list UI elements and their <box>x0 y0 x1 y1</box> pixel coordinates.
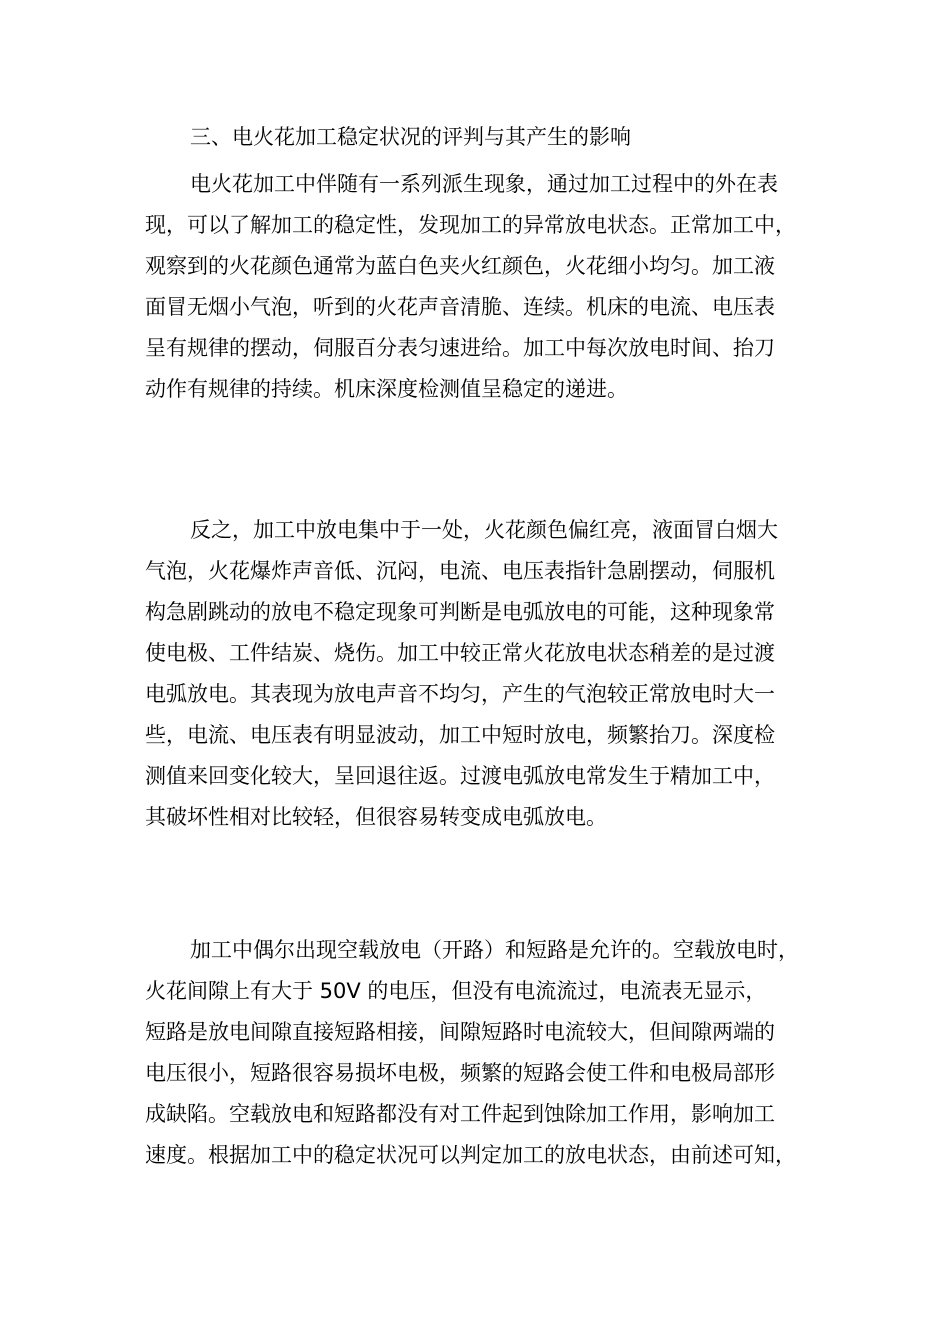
paragraph-line: 火花间隙上有大于 50V 的电压，但没有电流流过，电流表无显示， <box>145 979 767 1003</box>
paragraph-line: 面冒无烟小气泡，听到的火花声音清脆、连续。机床的电流、电压表 <box>145 295 775 319</box>
paragraph-line: 短路是放电间隙直接短路相接，间隙短路时电流较大，但间隙两端的 <box>145 1020 775 1044</box>
paragraph-line: 其破坏性相对比较轻，但很容易转变成电弧放电。 <box>145 805 607 829</box>
paragraph-line: 电弧放电。其表现为放电声音不均匀，产生的气泡较正常放电时大一 <box>145 682 775 706</box>
paragraph-line: 气泡，火花爆炸声音低、沉闷，电流、电压表指针急剧摆动，伺服机 <box>145 559 775 583</box>
paragraph-normal-discharge <box>145 164 810 410</box>
paragraph-arc-discharge <box>145 510 810 838</box>
paragraph-line: 呈有规律的摆动，伺服百分表匀速进给。加工中每次放电时间、抬刀 <box>145 336 775 360</box>
paragraph-line: 加工中偶尔出现空载放电（开路）和短路是允许的。空载放电时， <box>190 938 799 962</box>
paragraph-line: 速度。根据加工中的稳定状况可以判定加工的放电状态，由前述可知， <box>145 1143 796 1167</box>
paragraph-open-short-circuit <box>145 930 810 1176</box>
section-heading: 三、电火花加工稳定状况的评判与其产生的影响 <box>190 125 631 149</box>
paragraph-line: 动作有规律的持续。机床深度检测值呈稳定的递进。 <box>145 377 628 401</box>
paragraph-line: 现，可以了解加工的稳定性，发现加工的异常放电状态。正常加工中， <box>145 213 796 237</box>
paragraph-line: 使电极、工件结炭、烧伤。加工中较正常火花放电状态稍差的是过渡 <box>145 641 775 665</box>
paragraph-line: 构急剧跳动的放电不稳定现象可判断是电弧放电的可能，这种现象常 <box>145 600 775 624</box>
paragraph-line: 些，电流、电压表有明显波动，加工中短时放电，频繁抬刀。深度检 <box>145 723 775 747</box>
paragraph-line: 成缺陷。空载放电和短路都没有对工件起到蚀除加工作用，影响加工 <box>145 1102 775 1126</box>
paragraph-line: 测值来回变化较大，呈回退往返。过渡电弧放电常发生于精加工中， <box>145 764 775 788</box>
paragraph-line: 反之，加工中放电集中于一处，火花颜色偏红亮，液面冒白烟大 <box>190 518 778 542</box>
paragraph-line: 观察到的火花颜色通常为蓝白色夹火红颜色，火花细小均匀。加工液 <box>145 254 775 278</box>
paragraph-line: 电压很小，短路很容易损坏电极，频繁的短路会使工件和电极局部形 <box>145 1061 775 1085</box>
paragraph-line: 电火花加工中伴随有一系列派生现象，通过加工过程中的外在表 <box>190 172 778 196</box>
